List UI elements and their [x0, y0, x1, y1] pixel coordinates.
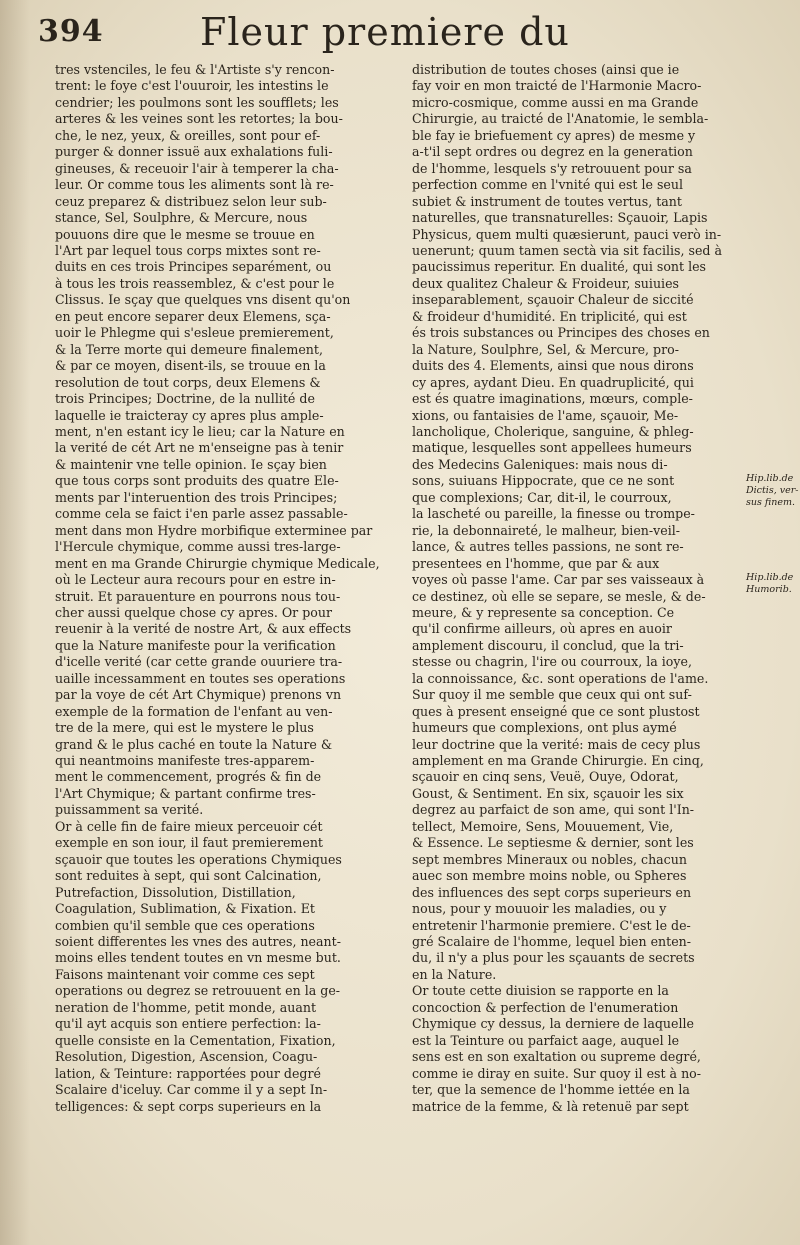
page-number: 394 — [38, 14, 104, 49]
left-column-line: reuenir à la verité de nostre Art, & aux effects — [55, 621, 352, 637]
left-column-line: Putrefaction, Dissolution, Distillation, — [55, 884, 296, 900]
right-column-line: comme ie diray en suite. Sur quoy il est à no- — [412, 1065, 702, 1081]
right-column-line: naturelles, que transnaturelles: Sçauoir, Lapis — [412, 210, 708, 226]
right-column-line: & froideur d'humidité. En triplicité, qui est — [412, 308, 687, 324]
left-column-line: sçauoir que toutes les operations Chymiques — [55, 851, 342, 867]
gutter-shadow — [0, 0, 30, 1245]
right-column-line: ce destinez, où elle se separe, se mesle, & de- — [412, 588, 706, 604]
left-column-line: l'Art Chymique; & partant confirme tres- — [55, 785, 316, 801]
right-column-line: la Nature, Soulphre, Sel, & Mercure, pro- — [412, 341, 679, 357]
left-column-line: par la voye de cét Art Chymique) prenons vn — [55, 687, 342, 703]
right-column-line: concoction & perfection de l'enumeration — [412, 999, 679, 1015]
left-text-column — [55, 62, 385, 1242]
right-column-line: stesse ou chagrin, l'ire ou courroux, la ioye, — [412, 654, 692, 670]
right-column-line: gré Scalaire de l'homme, lequel bien enten- — [412, 934, 692, 950]
right-column-line: nous, pour y mouuoir les maladies, ou y — [412, 901, 667, 917]
right-column-line: est és quatre imaginations, mœurs, comple- — [412, 391, 693, 407]
right-column-line: la lascheté ou pareille, la finesse ou trompe- — [412, 506, 695, 522]
right-column-line: meure, & y represente sa conception. Ce — [412, 604, 675, 620]
left-column-line: leur. Or comme tous les aliments sont là re- — [55, 177, 334, 193]
right-column-line: Or toute cette diuision se rapporte en la — [412, 983, 669, 999]
left-column-line: resolution de tout corps, deux Elemens & — [55, 374, 321, 390]
left-column-line: uoir le Phlegme qui s'esleue premierement, — [55, 325, 334, 341]
left-column-line: quelle consiste en la Cementation, Fixation, — [55, 1032, 336, 1048]
right-column-line: degrez au parfaict de son ame, qui sont l'In- — [412, 802, 695, 818]
right-column-line: xions, ou fantaisies de l'ame, sçauoir, Me- — [412, 407, 679, 423]
right-column-line: & Essence. Le septiesme & dernier, sont les — [412, 835, 694, 851]
left-column-line: telligences: & sept corps superieurs en la — [55, 1098, 322, 1114]
left-column-line: combien qu'il semble que ces operations — [55, 917, 315, 933]
left-column-line: trois Principes; Doctrine, de la nullité de — [55, 391, 315, 407]
right-column-line: deux qualitez Chaleur & Froideur, suiuies — [412, 275, 679, 291]
left-column-line: ment le commencement, progrés & fin de — [55, 769, 322, 785]
right-column-line: que complexions; Car, dit-il, le courroux, — [412, 489, 672, 505]
left-column-line: exemple de la formation de l'enfant au ven- — [55, 703, 333, 719]
right-column-line: qu'il confirme ailleurs, où apres en auoir — [412, 621, 672, 637]
left-column-line: grand & le plus caché en toute la Nature & — [55, 736, 333, 752]
margin-note: Hip.lib.de Humorib. — [746, 571, 794, 595]
right-column-line: entretenir l'harmonie premiere. C'est le de- — [412, 917, 691, 933]
left-column-line: laquelle ie traicteray cy apres plus ample- — [55, 407, 324, 423]
right-column-line: perfection comme en l'vnité qui est le seul — [412, 177, 684, 193]
left-column-line: l'Hercule chymique, comme aussi tres-large- — [55, 539, 341, 555]
right-column-line: sept membres Mineraux ou nobles, chacun — [412, 851, 687, 867]
right-column-line: paucissimus reperitur. En dualité, qui sont les — [412, 259, 707, 275]
left-column-line: che, le nez, yeux, & oreilles, sont pour ef- — [55, 127, 321, 143]
page-header — [0, 10, 800, 56]
left-column-line: & par ce moyen, disent-ils, se trouue en la — [55, 358, 326, 374]
left-column-line: cher aussi quelque chose cy apres. Or pour — [55, 604, 332, 620]
left-column-line: stance, Sel, Soulphre, & Mercure, nous — [55, 210, 308, 226]
left-column-line: ments par l'interuention des trois Principes; — [55, 489, 338, 505]
right-column-line: Goust, & Sentiment. En six, sçauoir les six — [412, 785, 684, 801]
right-column-line: micro-cosmique, comme aussi en ma Grande — [412, 94, 699, 110]
left-column-line: ment en ma Grande Chirurgie chymique Medicale, — [55, 555, 380, 571]
right-column-line: tellect, Memoire, Sens, Mouuement, Vie, — [412, 818, 674, 834]
left-column-line: d'icelle verité (car cette grande ouuriere tra- — [55, 654, 343, 670]
right-column-line: Physicus, quem multi quæsierunt, pauci verò in- — [412, 226, 722, 242]
right-column-line: matrice de la femme, & là retenuë par sept — [412, 1098, 689, 1114]
right-column-line: Sur quoy il me semble que ceux qui ont suf- — [412, 687, 692, 703]
right-column-line: és trois substances ou Principes des choses en — [412, 325, 710, 341]
right-column-line: ter, que la semence de l'homme iettée en la — [412, 1082, 690, 1098]
right-column-line: lancholique, Cholerique, sanguine, & phleg- — [412, 423, 694, 439]
left-column-line: moins elles tendent toutes en vn mesme but. — [55, 950, 341, 966]
left-column-line: Resolution, Digestion, Ascension, Coagu- — [55, 1049, 318, 1065]
left-column-line: duits en ces trois Principes separément, ou — [55, 259, 332, 275]
left-column-line: & maintenir vne telle opinion. Ie sçay bien — [55, 456, 327, 472]
right-column-line: lance, & autres telles passions, ne sont re- — [412, 539, 684, 555]
right-column-line: ques à present enseigné que ce sont plustost — [412, 703, 700, 719]
right-column-line: subiet & instrument de toutes vertus, tant — [412, 193, 682, 209]
right-column-line: amplement discouru, il conclud, que la tri- — [412, 637, 684, 653]
right-column-line: sons, suiuans Hippocrate, que ce ne sont — [412, 473, 675, 489]
left-column-line: operations ou degrez se retrouuent en la ge- — [55, 983, 341, 999]
left-column-line: struit. Et parauenture en pourrons nous tou- — [55, 588, 341, 604]
left-column-line: l'Art par lequel tous corps mixtes sont re- — [55, 242, 321, 258]
right-column-line: duits des 4. Elements, ainsi que nous dirons — [412, 358, 694, 374]
running-title: Fleur premiere du — [200, 10, 570, 54]
left-column-line: qui neantmoins manifeste tres-apparem- — [55, 753, 315, 769]
right-column-line: presentees en l'homme, que par & aux — [412, 555, 660, 571]
right-text-column — [412, 62, 740, 1242]
left-column-line: lation, & Teinture: rapportées pour degré — [55, 1065, 321, 1081]
left-column-line: ment, n'en estant icy le lieu; car la Nature en — [55, 423, 345, 439]
right-column-line: la connoissance, &c. sont operations de l'ame. — [412, 670, 709, 686]
right-column-line: distribution de toutes choses (ainsi que ie — [412, 62, 680, 77]
right-column-line: inseparablement, sçauoir Chaleur de siccité — [412, 292, 694, 308]
left-column-line: la verité de cét Art ne m'enseigne pas à tenir — [55, 440, 344, 456]
left-column-line: Faisons maintenant voir comme ces sept — [55, 966, 315, 982]
left-column-line: en peut encore separer deux Elemens, sça- — [55, 308, 331, 324]
left-column-line: pouuons dire que le mesme se trouue en — [55, 226, 315, 242]
left-column-line: à tous les trois reassemblez, & c'est pour le — [55, 275, 335, 291]
left-column-line: qu'il ayt acquis son entiere perfection: la- — [55, 1016, 321, 1032]
right-column-line: fay voir en mon traicté de l'Harmonie Macro- — [412, 78, 702, 94]
left-column-line: comme cela se faict i'en parle assez passable- — [55, 506, 348, 522]
left-column-line: gineuses, & receuoir l'air à temperer la cha- — [55, 160, 339, 176]
left-column-line: uaille incessamment en toutes ses operations — [55, 670, 346, 686]
left-column-line: Or à celle fin de faire mieux perceuoir cét — [55, 818, 323, 834]
right-column-line: auec son membre moins noble, ou Spheres — [412, 868, 687, 884]
right-column-line: de l'homme, lesquels s'y retrouuent pour sa — [412, 160, 692, 176]
right-column-line: uenerunt; quum tamen sectà via sit facilis, sed à — [412, 242, 722, 258]
left-column-line: soient differentes les vnes des autres, neant- — [55, 934, 341, 950]
left-column-line: où le Lecteur aura recours pour en estre in- — [55, 572, 336, 588]
left-column-line: neration de l'homme, petit monde, auant — [55, 999, 317, 1015]
left-column-line: puissamment sa verité. — [55, 802, 204, 818]
right-column-line: cy apres, aydant Dieu. En quadruplicité, qui — [412, 374, 694, 390]
right-column-line: est la Teinture ou parfaict aage, auquel le — [412, 1032, 680, 1048]
margin-note: Hip.lib.de Dictis, ver-sus finem. — [746, 473, 799, 509]
right-column-line: ble fay ie briefuement cy apres) de mesme y — [412, 127, 696, 143]
left-column-line: cendrier; les poulmons sont les soufflets; les — [55, 94, 339, 110]
left-column-line: tre de la mere, qui est le mystere le plus — [55, 720, 314, 736]
right-column-line: sens est en son exaltation ou supreme degré, — [412, 1049, 701, 1065]
right-column-line: a-t'il sept ordres ou degrez en la generation — [412, 144, 693, 160]
left-column-line: exemple en son iour, il faut premierement — [55, 835, 323, 851]
left-column-line: purger & donner issuë aux exhalations fuli- — [55, 144, 333, 160]
left-column-line: Scalaire d'iceluy. Car comme il y a sept In- — [55, 1082, 328, 1098]
left-column-line: Clissus. Ie sçay que quelques vns disent qu'on — [55, 292, 351, 308]
right-column-line: sçauoir en cinq sens, Veuë, Ouye, Odorat, — [412, 769, 679, 785]
left-column-line: & la Terre morte qui demeure finalement, — [55, 341, 323, 357]
left-column-line: arteres & les veines sont les retortes; la bou- — [55, 111, 343, 127]
right-column-line: des Medecins Galeniques: mais nous di- — [412, 456, 668, 472]
left-column-line: sont reduites à sept, qui sont Calcination, — [55, 868, 322, 884]
right-column-line: humeurs que complexions, ont plus aymé — [412, 720, 677, 736]
left-column-line: ceuz preparez & distribuez selon leur sub- — [55, 193, 327, 209]
left-column-line: Coagulation, Sublimation, & Fixation. Et — [55, 901, 315, 917]
left-column-line: trent: le foye c'est l'ouuroir, les intestins le — [55, 78, 329, 94]
right-column-line: Chirurgie, au traicté de l'Anatomie, le sembla- — [412, 111, 709, 127]
left-column-line: que tous corps sont produits des quatre Ele- — [55, 473, 339, 489]
left-column-line: que la Nature manifeste pour la verification — [55, 637, 336, 653]
right-column-line: rie, la debonnaireté, le malheur, bien-veil- — [412, 522, 681, 538]
left-column-line: ment dans mon Hydre morbifique exterminee par — [55, 522, 373, 538]
right-column-line: voyes où passe l'ame. Car par ses vaisseaux à — [412, 572, 705, 588]
right-column-line: Chymique cy dessus, la derniere de laquelle — [412, 1016, 694, 1032]
right-column-line: des influences des sept corps superieurs en — [412, 884, 692, 900]
right-column-line: du, il n'y a plus pour les sçauants de secrets — [412, 950, 695, 966]
right-column-line: matique, lesquelles sont appellees humeurs — [412, 440, 692, 456]
right-column-line: leur doctrine que la verité: mais de cecy plus — [412, 736, 701, 752]
right-column-line: en la Nature. — [412, 966, 497, 982]
right-column-line: amplement en ma Grande Chirurgie. En cinq, — [412, 753, 704, 769]
left-column-line: tres vstenciles, le feu & l'Artiste s'y rencon- — [55, 62, 335, 77]
